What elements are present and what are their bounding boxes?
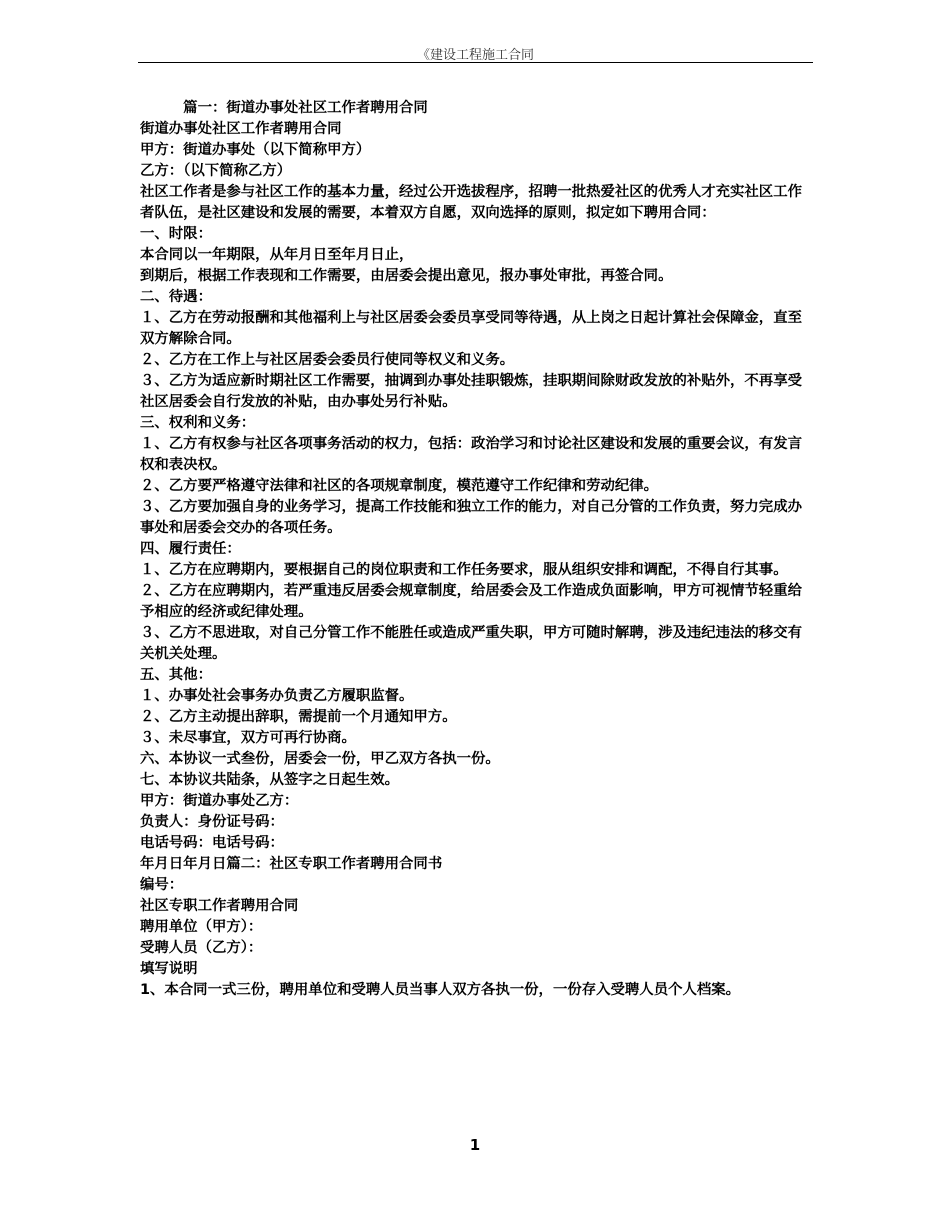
document-line: １、乙方有权参与社区各项事务活动的权力，包括：政治学习和讨论社区建设和发展的重要会议，有发言权和表决权。 xyxy=(140,436,802,473)
document-line: 街道办事处社区工作者聘用合同 xyxy=(140,121,342,137)
document-line: 甲方：街道办事处乙方： xyxy=(140,793,299,809)
document-line: ３、乙方不思进取，对自己分管工作不能胜任或造成严重失职，甲方可随时解聘，涉及违纪违法的移交有关机关处理。 xyxy=(140,625,802,662)
document-line: 本合同以一年期限，从年月日至年月日止， xyxy=(140,247,414,263)
document-line: 三、权利和义务： xyxy=(140,415,256,431)
document-line: 七、本协议共陆条，从签字之日起生效。 xyxy=(140,772,400,788)
header-title: 《建设工程施工合同 xyxy=(416,48,534,63)
document-line: 负责人：身份证号码： xyxy=(140,814,284,830)
page-header xyxy=(138,40,813,63)
document-line: 五、其他： xyxy=(140,667,212,683)
document-line: ３、乙方为适应新时期社区工作需要，抽调到办事处挂职锻炼，挂职期间除财政发放的补贴外，不再享受社区居委会自行发放的补贴，由办事处另行补贴。 xyxy=(140,373,802,410)
document-line: 聘用单位（甲方）： xyxy=(140,919,263,935)
document-line: 篇一：街道办事处社区工作者聘用合同 xyxy=(140,100,428,116)
document-line: 四、履行责任： xyxy=(140,541,241,557)
document-line: 电话号码：电话号码： xyxy=(140,835,284,851)
document-line: 甲方：街道办事处（以下简称甲方） xyxy=(140,142,371,158)
document-line: １、办事处社会事务办负责乙方履职监督。 xyxy=(140,688,414,704)
page-number: 1 xyxy=(469,1136,481,1154)
document-line: ３、未尽事宜，双方可再行协商。 xyxy=(140,730,356,746)
document-line: 编号： xyxy=(140,877,184,893)
document-line: ２、乙方要严格遵守法律和社区的各项规章制度，模范遵守工作纪律和劳动纪律。 xyxy=(140,478,659,494)
document-line: ３、乙方要加强自身的业务学习，提高工作技能和独立工作的能力，对自己分管的工作负责，努力完成办事处和居委会交办的各项任务。 xyxy=(140,499,802,536)
document-line: 一、时限： xyxy=(140,226,212,242)
document-line: 六、本协议一式叁份，居委会一份，甲乙双方各执一份。 xyxy=(140,751,500,767)
document-line: 填写说明 xyxy=(140,961,198,977)
document-line: ２、乙方主动提出辞职，需提前一个月通知甲方。 xyxy=(140,709,457,725)
document-line: 社区专职工作者聘用合同 xyxy=(140,898,299,914)
document-body xyxy=(140,98,810,1001)
document-line: 社区工作者是参与社区工作的基本力量，经过公开选拔程序，招聘一批热爱社区的优秀人才充实社区工作者队伍，是社区建设和发展的需要，本着双方自愿，双向选择的原则，拟定如下聘用合同： xyxy=(140,184,802,221)
document-line: 年月日年月日篇二：社区专职工作者聘用合同书 xyxy=(140,856,443,872)
document-line: 受聘人员（乙方）： xyxy=(140,940,263,956)
document-line: 乙方：（以下简称乙方） xyxy=(140,163,292,179)
document-line: ２、乙方在工作上与社区居委会委员行使同等权义和义务。 xyxy=(140,352,515,368)
document-line: １、乙方在劳动报酬和其他福利上与社区居委会委员享受同等待遇，从上岗之日起计算社会保障金，直至双方解除合同。 xyxy=(140,310,802,347)
document-line: 二、待遇： xyxy=(140,289,212,305)
document-line: 到期后，根据工作表现和工作需要，由居委会提出意见，报办事处审批，再签合同。 xyxy=(140,268,673,284)
document-line: ２、乙方在应聘期内，若严重违反居委会规章制度，给居委会及工作造成负面影响，甲方可视情节轻重给予相应的经济或纪律处理。 xyxy=(140,583,802,620)
document-line: １、乙方在应聘期内，要根据自己的岗位职责和工作任务要求，服从组织安排和调配，不得自行其事。 xyxy=(140,562,788,578)
document-line: 1、本合同一式三份，聘用单位和受聘人员当事人双方各执一份，一份存入受聘人员个人档案。 xyxy=(140,982,741,998)
